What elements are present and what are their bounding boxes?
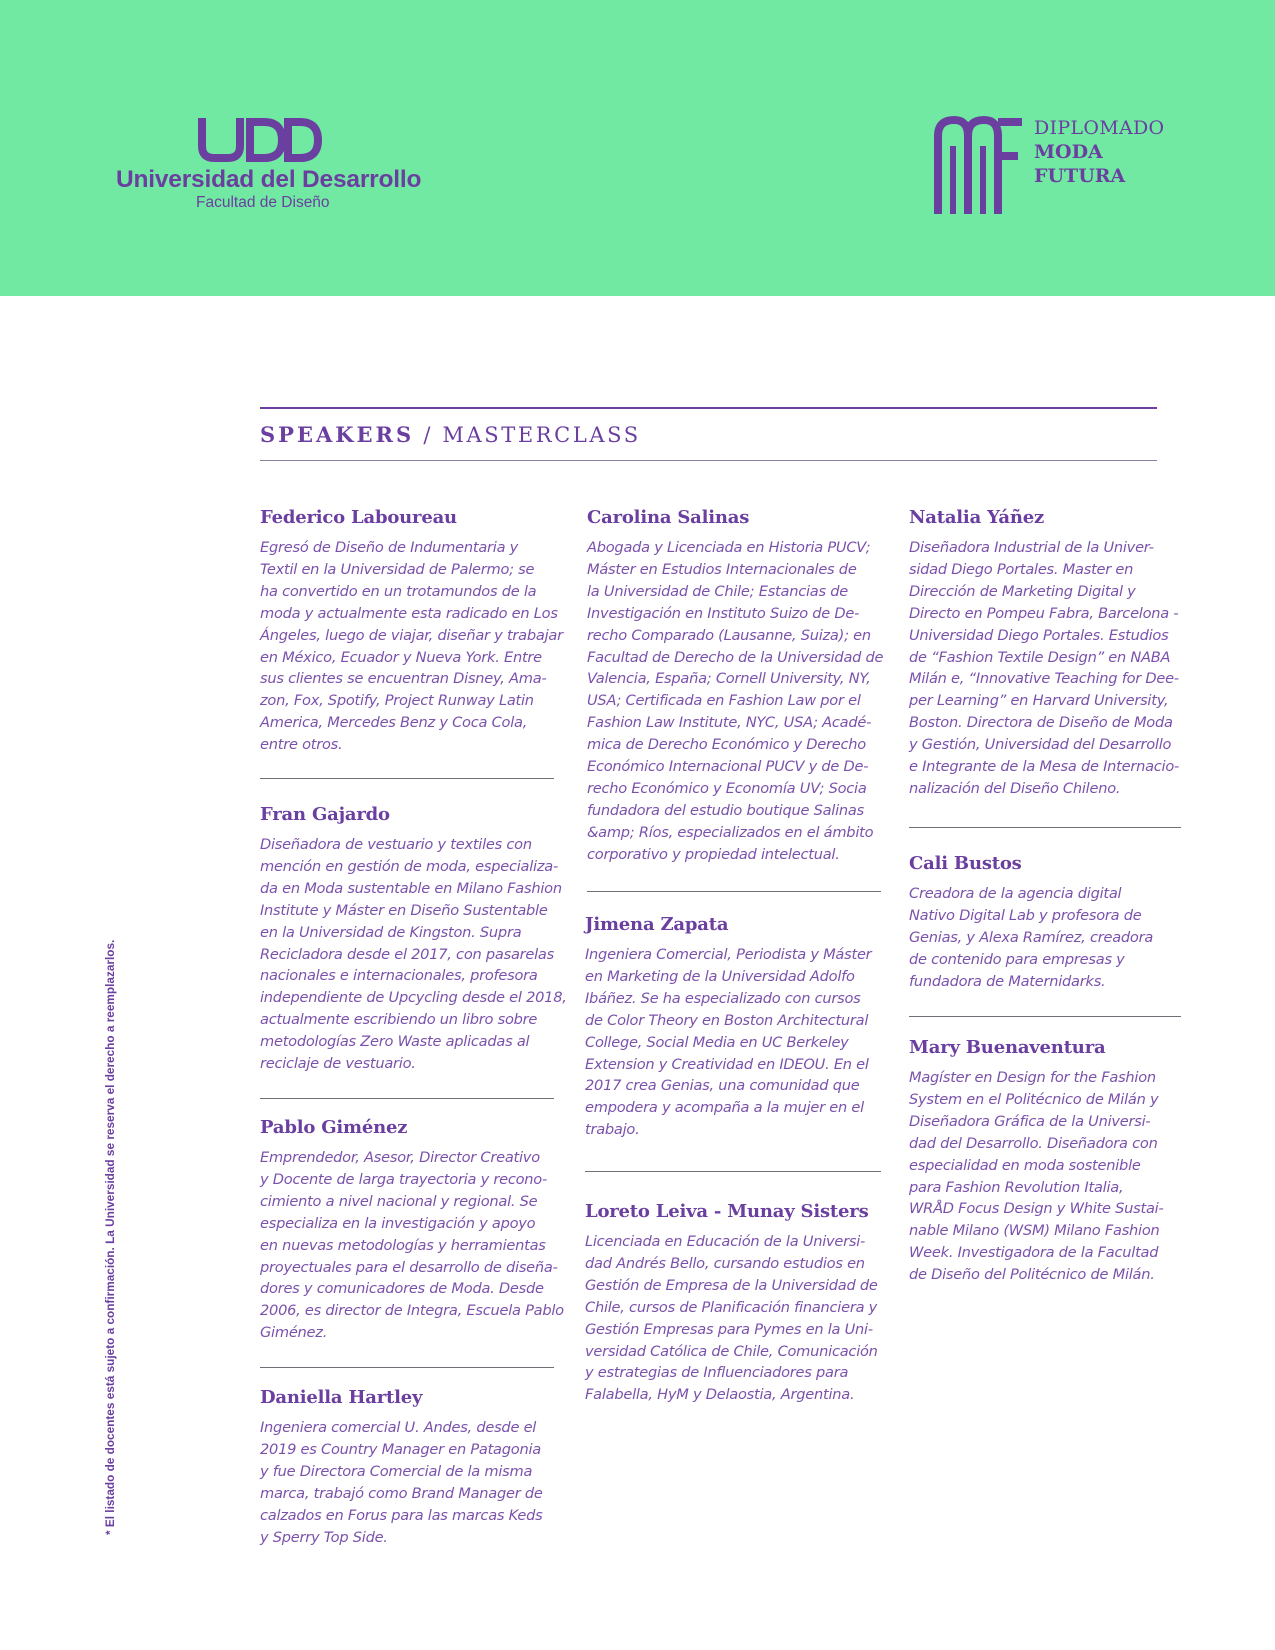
speaker-name: Fran Gajardo — [260, 804, 390, 825]
section-title-separator: / — [414, 423, 443, 447]
speaker-divider — [587, 891, 881, 892]
university-name: Universidad del Desarrollo — [116, 166, 422, 193]
faculty-name: Facultad de Diseño — [196, 194, 330, 211]
speaker-bio: Diseñadora de vestuario y textiles con mención en gestión de moda, especializa- da en Moda sustentable en Milano Fashion Institute y Máster en Diseño Sustentable en la Universidad de Kingston. Supra Recicladora desde el 2017, con pasarelas nacionales e internacionales, profesora independiente de Upcycling desde el 2018, actualmente escribiendo un libro sobre metodologías Zero Waste aplicadas al reciclaje de vestuario. — [260, 836, 567, 1073]
speaker-card — [260, 804, 580, 1075]
speaker-name: Carolina Salinas — [587, 507, 750, 528]
section-rule-top — [260, 407, 1157, 409]
program-logo — [934, 116, 1174, 216]
header-banner — [0, 0, 1275, 296]
speaker-name: Natalia Yáñez — [909, 507, 1044, 528]
speaker-card — [260, 1117, 580, 1344]
speaker-bio: Magíster en Design for the Fashion System en el Politécnico de Milán y Diseñadora Gráfica de la Universi- dad del Desarrollo. Diseñadora con especialidad en moda sostenible para Fashion Revolution Italia, WRÅD Focus Design y White Sustai- nable Milano (WSM) Milano Fashion Week. Investigadora de la Facultad de Diseño del Politécnico de Milán. — [909, 1069, 1164, 1284]
section-title-thin: MASTERCLASS — [442, 423, 641, 447]
speaker-card — [260, 507, 580, 756]
speaker-card — [585, 914, 900, 1141]
speaker-card — [585, 1201, 900, 1406]
speaker-bio: Creadora de la agencia digital Nativo Digital Lab y profesora de Genias, y Alexa Ramírez, creadora de contenido para empresas y fundadora de Maternidarks. — [909, 885, 1154, 990]
speaker-name: Mary Buenaventura — [909, 1037, 1106, 1058]
speaker-bio: Ingeniera comercial U. Andes, desde el 2019 es Country Manager en Patagonia y fue Directora Comercial de la misma marca, trabajó como Brand Manager de calzados en Forus para las marcas Keds y Sperry Top Side. — [260, 1419, 543, 1546]
speaker-divider — [260, 1098, 554, 1099]
udd-logo — [116, 116, 422, 216]
speaker-card — [587, 507, 902, 866]
speaker-card — [260, 1387, 580, 1548]
speaker-card — [909, 1037, 1219, 1286]
speaker-name: Cali Bustos — [909, 853, 1022, 874]
section-rule-bottom — [260, 460, 1157, 461]
speaker-name: Loreto Leiva - Munay Sisters — [585, 1201, 869, 1222]
speaker-card — [909, 853, 1219, 993]
speaker-name: Daniella Hartley — [260, 1387, 423, 1408]
udd-monogram-icon — [198, 116, 322, 162]
disclaimer-note: * El listado de docentes está sujeto a confirmación. La Universidad se reserva el derecho a reemplazarlos. — [103, 939, 117, 1535]
speaker-divider — [909, 1016, 1181, 1017]
speaker-bio: Egresó de Diseño de Indumentaria y Textil en la Universidad de Palermo; se ha convertido en un trotamundos de la moda y actualmente esta radicado en Los Ángeles, luego de viajar, diseñar y trabajar en México, Ecuador y Nueva York. Entre sus clientes se encuentran Disney, Ama- zon, Fox, Spotify, Project Runway Latin America, Mercedes Benz y Coca Cola, entre otros. — [260, 539, 563, 754]
mf-monogram-icon — [934, 116, 1024, 214]
section-title — [260, 422, 641, 447]
speaker-name: Federico Laboureau — [260, 507, 457, 528]
section-title-strong: SPEAKERS — [260, 422, 415, 447]
speaker-bio: Emprendedor, Asesor, Director Creativo y Docente de larga trayectoria y recono- cimiento a nivel nacional y regional. Se especializa en la investigación y apoyo en nuevas metodologías y herramientas proyectuales para el desarrollo de diseña- dores y comunicadores de Moda. Desde 2006, es director de Integra, Escuela Pablo Giménez. — [260, 1149, 564, 1342]
speaker-bio: Licenciada en Educación de la Universi- dad Andrés Bello, cursando estudios en Gestión de Empresa de la Universidad de Chile, cursos de Planificación financiera y Gestión Empresas para Pymes en la Uni- versidad Católica de Chile, Comunicación y estrategias de Influenciadores para Falabella, HyM y Delaostia, Argentina. — [585, 1233, 878, 1404]
speaker-divider — [260, 778, 554, 779]
speaker-divider — [909, 827, 1181, 828]
speaker-divider — [585, 1171, 881, 1172]
program-title-line1: DIPLOMADO — [1034, 117, 1165, 139]
program-title-line3: FUTURA — [1034, 165, 1126, 187]
speaker-bio: Abogada y Licenciada en Historia PUCV; Máster en Estudios Internacionales de la Universidad de Chile; Estancias de Investigación en Instituto Suizo de De- recho Comparado (Lausanne, Suiza); en Facultad de Derecho de la Universidad de Valencia, España; Cornell University, NY, USA; Certificada en Fashion Law por el Fashion Law Institute, NYC, USA; Acadé- mica de Derecho Económico y Derecho Económico Internacional PUCV y de De- recho Económico y Economía UV; Socia fundadora del estudio boutique Salinas &amp; Ríos, especializados en el ámbito corporativo y propiedad intelectual. — [587, 539, 884, 863]
speaker-divider — [260, 1367, 554, 1368]
speaker-bio: Ingeniera Comercial, Periodista y Máster en Marketing de la Universidad Adolfo Ibáñez. Se ha especializado con cursos de Color Theory en Boston Architectural College, Social Media en UC Berkeley Extension y Creatividad en IDEOU. En el 2017 crea Genias, una comunidad que empodera y acompaña a la mujer en el trabajo. — [585, 946, 872, 1139]
speaker-card — [909, 507, 1219, 800]
speaker-name: Pablo Giménez — [260, 1117, 408, 1138]
speaker-bio: Diseñadora Industrial de la Univer- sidad Diego Portales. Master en Dirección de Marketing Digital y Directo en Pompeu Fabra, Barcelona - Universidad Diego Portales. Estudios de “Fashion Textile Design” en NABA Milán e, “Innovative Teaching for Dee- per Learning” en Harvard University, Boston. Directora de Diseño de Moda y Gestión, Universidad del Desarrollo e Integrante de la Mesa de Internacio- nalización del Diseño Chileno. — [909, 539, 1180, 797]
program-title — [1034, 116, 1164, 188]
program-title-line2: MODA — [1034, 141, 1103, 163]
speaker-name: Jimena Zapata — [585, 914, 729, 935]
